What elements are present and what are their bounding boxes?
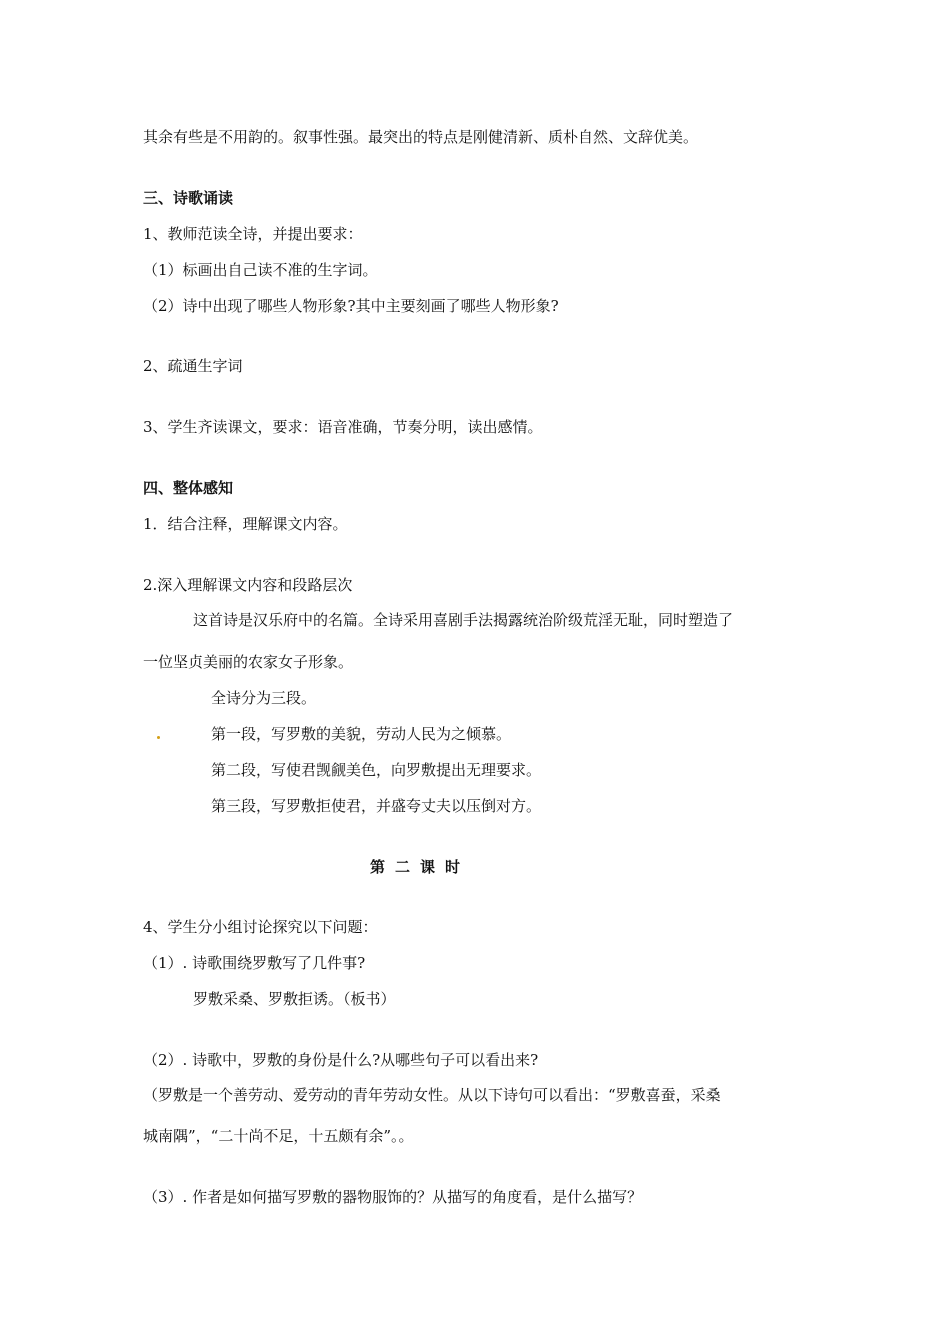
text-line: 第三段，写罗敷拒使君，并盛夸丈夫以压倒对方。	[211, 797, 542, 815]
text-line: （2）诗中出现了哪些人物形象?其中主要刻画了哪些人物形象?	[143, 297, 559, 315]
text-line: （3）. 作者是如何描写罗敷的器物服饰的？从描写的角度看，是什么描写？	[143, 1188, 643, 1206]
text-line: 4、学生分小组讨论探究以下问题：	[143, 918, 378, 936]
text-line: 全诗分为三段。	[211, 689, 317, 707]
text-line: 1．结合注释，理解课文内容。	[143, 515, 348, 533]
text-line: 罗敷采桑、罗敷拒诱。（板书）	[193, 990, 396, 1008]
text-line: 2、疏通生字词	[143, 357, 243, 375]
text-line: 第一段，写罗敷的美貌，劳动人民为之倾慕。	[211, 725, 512, 743]
bullet-dot	[157, 736, 160, 739]
section-heading: 四、整体感知	[143, 479, 234, 497]
text-line: （2）. 诗歌中，罗敷的身份是什么?从哪些句子可以看出来?	[143, 1051, 539, 1069]
text-line: 第二段，写使君觊觎美色，向罗敷提出无理要求。	[211, 761, 542, 779]
text-line: （1）标画出自己读不准的生字词。	[143, 261, 378, 279]
text-line: 3、学生齐读课文，要求：语音准确，节奏分明，读出感情。	[143, 418, 543, 436]
section-heading: 三、诗歌诵读	[143, 189, 234, 207]
text-line: 城南隅”，“二十尚不足，十五颇有余”。。	[143, 1127, 414, 1145]
text-line: 一位坚贞美丽的农家女子形象。	[143, 653, 354, 671]
text-line: 2.深入理解课文内容和段路层次	[143, 576, 353, 594]
text-line: （1）. 诗歌围绕罗敷写了几件事?	[143, 954, 366, 972]
text-line: 1、教师范读全诗，并提出要求：	[143, 225, 363, 243]
text-line: （罗敷是一个善劳动、爱劳动的青年劳动女性。从以下诗句可以看出：“罗敷喜蚕，采桑	[143, 1086, 721, 1104]
lesson-title: 第二课时	[370, 858, 471, 876]
text-line: 其余有些是不用韵的。叙事性强。最突出的特点是刚健清新、质朴自然、文辞优美。	[143, 128, 699, 146]
text-line: 这首诗是汉乐府中的名篇。全诗采用喜剧手法揭露统治阶级荒淫无耻，同时塑造了	[193, 611, 734, 629]
